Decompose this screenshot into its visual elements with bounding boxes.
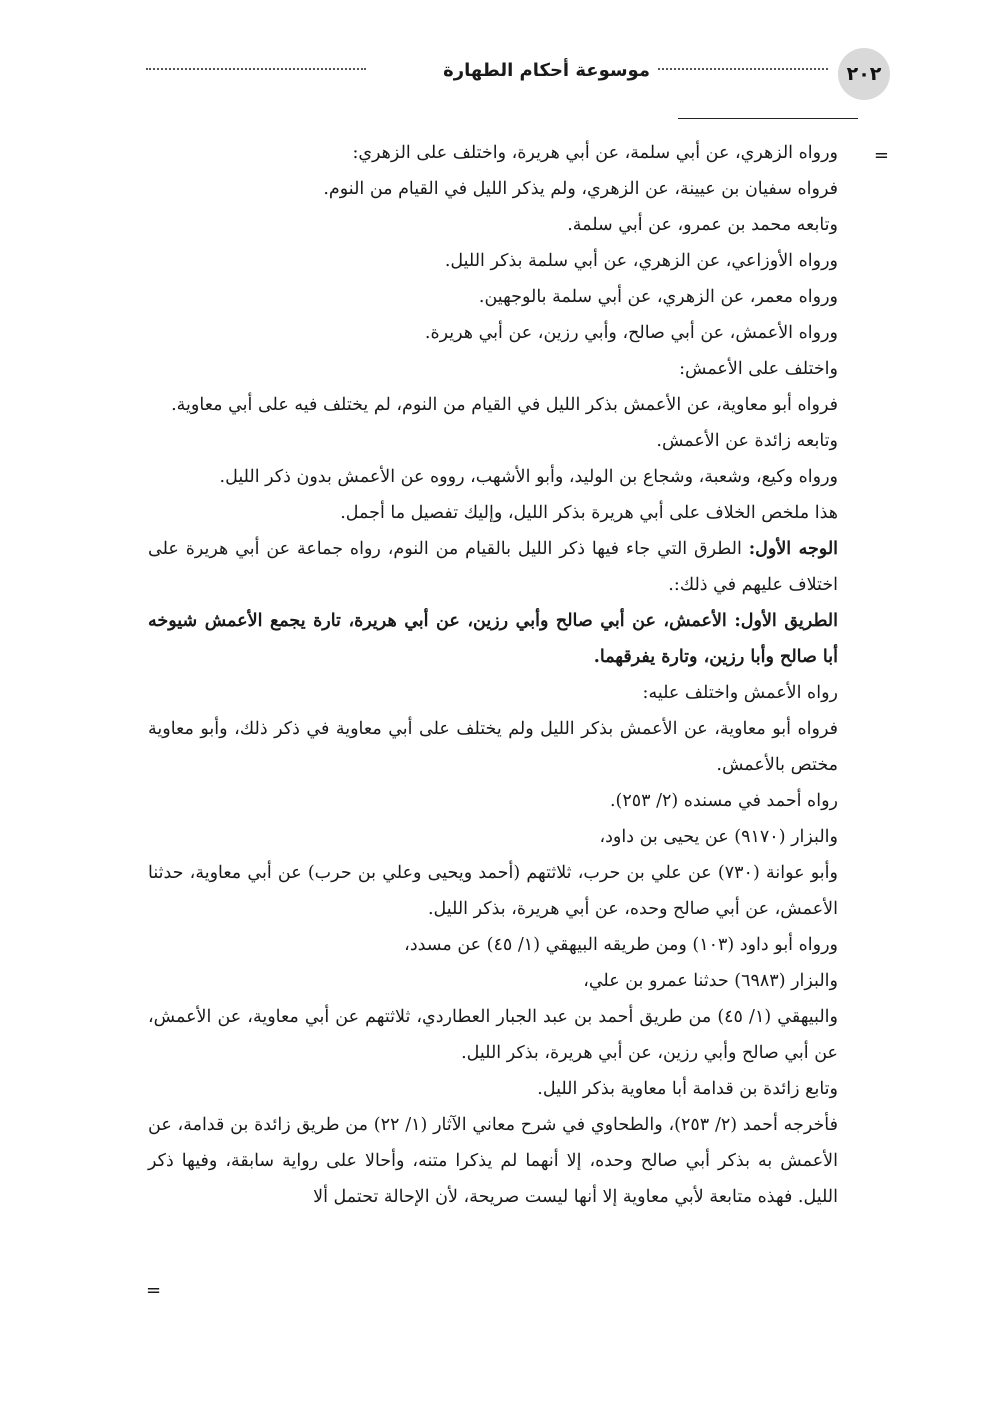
text-line: واختلف على الأعمش:: [679, 359, 838, 379]
page-number: ٢٠٢: [838, 48, 890, 100]
text-line: وتابعه زائدة عن الأعمش.: [656, 431, 838, 451]
continuation-mark-bottom: =: [146, 1280, 162, 1301]
text-line: ورواه الأوزاعي، عن الزهري، عن أبي سلمة بذكر الليل.: [444, 251, 838, 271]
continuation-mark-top: =: [873, 145, 889, 166]
text-line: هذا ملخص الخلاف على أبي هريرة بذكر الليل، وإليك تفصيل ما أجمل.: [340, 503, 838, 523]
text-line: فرواه أبو معاوية، عن الأعمش بذكر الليل ولم يختلف على أبي معاوية في ذكر ذلك، وأبو معاوية مختص بالأعمش.: [148, 719, 838, 775]
page-header: [146, 48, 890, 100]
text-line: ورواه الأعمش، عن أبي صالح، وأبي رزين، عن أبي هريرة.: [424, 323, 838, 343]
text-line: رواه أحمد في مسنده (٢/ ٢٥٣).: [609, 791, 838, 811]
text-line: والبزار (٦٩٨٣) حدثنا عمرو بن علي،: [583, 971, 838, 991]
footnote-body: [148, 135, 838, 1215]
text-line: وتابع زائدة بن قدامة أبا معاوية بذكر الليل.: [537, 1079, 838, 1099]
footnote-rule: [678, 118, 858, 119]
text-line: والبيهقي (١/ ٤٥) من طريق أحمد بن عبد الجبار العطاردي، ثلاثتهم عن أبي معاوية، عن الأعمش، عن أبي صالح وأبي رزين، عن أبي هريرة، بذكر الليل.: [148, 1007, 838, 1063]
text-line: ورواه أبو داود (١٠٣) ومن طريقه البيهقي (١/ ٤٥) عن مسدد،: [404, 935, 838, 955]
text-line: رواه الأعمش واختلف عليه:: [642, 683, 838, 703]
wajh-paragraph: [148, 531, 838, 603]
header-dotted-leader-left: [146, 68, 366, 70]
text-line: ورواه معمر، عن الزهري، عن أبي سلمة بالوجهين.: [478, 287, 838, 307]
text-line: والبزار (٩١٧٠) عن يحيى بن داود،: [599, 827, 838, 847]
tariq-heading: الطريق الأول: الأعمش، عن أبي صالح وأبي رزين، عن أبي هريرة، تارة يجمع الأعمش شيوخه أبا صالح وأبا رزين، وتارة يفرقهما.: [148, 611, 838, 667]
text-line: ورواه الزهري، عن أبي سلمة، عن أبي هريرة، واختلف على الزهري:: [352, 143, 838, 163]
text-line: وأبو عوانة (٧٣٠) عن علي بن حرب، ثلاثتهم (أحمد ويحيى وعلي بن حرب) عن أبي معاوية، حدثنا الأعمش، عن أبي صالح وحده، عن أبي هريرة، بذكر الليل.: [148, 863, 838, 919]
text-line: فرواه سفيان بن عيينة، عن الزهري، ولم يذكر الليل في القيام من النوم.: [323, 179, 838, 199]
text-line: فأخرجه أحمد (٢/ ٢٥٣)، والطحاوي في شرح معاني الآثار (١/ ٢٢) من طريق زائدة بن قدامة، عن الأعمش به بذكر أبي صالح وحده، إلا أنهما لم يذكرا متنه، وأحالا على رواية سابقة، وفيها ذكر الليل. فهذه متابعة لأبي معاوية إلا أنها ليست صريحة، لأن الإحالة تحتمل ألا: [148, 1115, 838, 1207]
header-dotted-leader-right: [658, 68, 828, 70]
text-line: فرواه أبو معاوية، عن الأعمش بذكر الليل في القيام من النوم، لم يختلف فيه على أبي معاوية.: [171, 395, 838, 415]
book-title: موسوعة أحكام الطهارة: [443, 60, 650, 81]
text-line: ورواه وكيع، وشعبة، وشجاع بن الوليد، وأبو الأشهب، رووه عن الأعمش بدون ذكر الليل.: [219, 467, 838, 487]
wajh-label: الوجه الأول:: [748, 539, 839, 559]
text-line: وتابعه محمد بن عمرو، عن أبي سلمة.: [567, 215, 838, 235]
wajh-text: الطرق التي جاء فيها ذكر الليل بالقيام من النوم، رواه جماعة عن أبي هريرة على اختلاف عليهم في ذلك:.: [148, 539, 838, 595]
